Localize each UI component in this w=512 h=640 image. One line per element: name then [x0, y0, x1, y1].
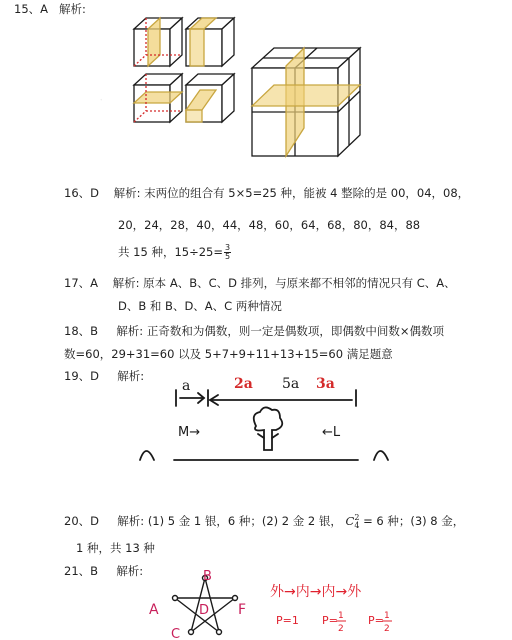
q18-line1: [64, 324, 444, 338]
q20-text-1b: = 6 种；(3) 8 金，: [363, 514, 465, 528]
q15-cube-figure: [120, 10, 500, 160]
q17-number: 17、A: [64, 276, 99, 290]
q15-label: 解析:: [58, 2, 86, 16]
svg-text:P=: P=: [368, 614, 384, 627]
q15-heading: [14, 2, 86, 16]
q18-text-1: 正奇数和为偶数，则一定是偶数项，即偶数中间数×偶数项: [146, 324, 444, 338]
q19-label-m: M→: [178, 425, 201, 440]
q21-star-label-c: C: [171, 627, 181, 640]
q21-star-label-b: B: [203, 569, 212, 584]
q16-number: 16、D: [64, 186, 99, 200]
q20-number: 20、D: [64, 514, 99, 528]
large-cube: [252, 48, 360, 156]
q19-sketch: [138, 372, 398, 472]
small-cube-4: [186, 74, 234, 122]
q16-frac-num: 3: [224, 243, 231, 252]
q17-text-2: D、B 和 B、D、A、C 两种情况: [118, 299, 282, 313]
q19-number: 19、D: [64, 369, 99, 383]
q16-text-1: 末两位的组合有 5×5=25 种，能被 4 整除的是 00，04，08，: [144, 186, 470, 200]
q19-label-a: a: [182, 378, 191, 394]
q21-label: 解析:: [116, 564, 144, 578]
q20-combination: C 2 4: [345, 513, 360, 530]
q17-text-1: 原本 A、B、C、D 排列，与原来都不相邻的情况只有 C、A、: [143, 276, 456, 290]
watermark: ·: [97, 94, 106, 107]
q21-star-label-f: F: [238, 602, 247, 618]
q21-p2-den: 2: [338, 624, 344, 634]
q19-label-2a: 2a: [234, 376, 253, 392]
q21-heading: [64, 564, 143, 578]
q17-line1: [64, 276, 456, 290]
q15-number: 15、A: [14, 2, 49, 16]
q18-text-2: 数=60，29+31=60 以及 5+7+9+11+13+15=60 满足题意: [64, 347, 393, 361]
q16-label: 解析:: [113, 186, 141, 200]
small-cube-1: [134, 18, 182, 66]
q21-number: 21、B: [64, 564, 99, 578]
q19-label-5a: 5a: [282, 376, 300, 392]
q20-comb-sub: 4: [354, 521, 360, 530]
q16-frac-den: 5: [224, 252, 231, 261]
q21-p2-num: 1: [338, 611, 344, 621]
q21-probability-notes: [270, 578, 430, 638]
q20-label: 解析:: [117, 514, 145, 528]
q16-line1: [64, 186, 469, 200]
q17-label: 解析:: [112, 276, 140, 290]
q21-star-label-a: A: [149, 602, 159, 618]
q19-label-3a: 3a: [316, 376, 335, 392]
svg-text:P=: P=: [322, 614, 338, 627]
q18-label: 解析:: [116, 324, 144, 338]
q20-comb-sup: 2: [354, 513, 360, 522]
q21-star-label-d: D: [199, 603, 210, 618]
q18-number: 18、B: [64, 324, 99, 338]
small-cube-2: [186, 18, 234, 66]
q21-flow: 外→内→内→外: [270, 584, 362, 600]
q16-fraction: [224, 244, 231, 261]
q21-p1: P=1: [276, 614, 299, 627]
small-cube-3: [134, 74, 182, 122]
q19-label-l: ←L: [322, 425, 341, 440]
q19-label: 解析:: [117, 369, 145, 383]
q21-star-sketch: [145, 570, 265, 640]
q19-heading: [64, 369, 144, 383]
q16-text-2: 20，24，28，40，44，48，60，64，68，80，84，88: [118, 218, 421, 232]
q20-text-2: 1 种，共 13 种: [76, 541, 155, 555]
q16-line3: [118, 244, 231, 261]
q21-p3-den: 2: [384, 624, 390, 634]
q20-text-1a: (1) 5 金 1 银，6 种；(2) 2 金 2 银，: [147, 514, 342, 528]
q16-text-3: 共 15 种，15÷25=: [118, 245, 223, 259]
q20-line1: [64, 514, 464, 530]
q21-p3-num: 1: [384, 611, 390, 621]
